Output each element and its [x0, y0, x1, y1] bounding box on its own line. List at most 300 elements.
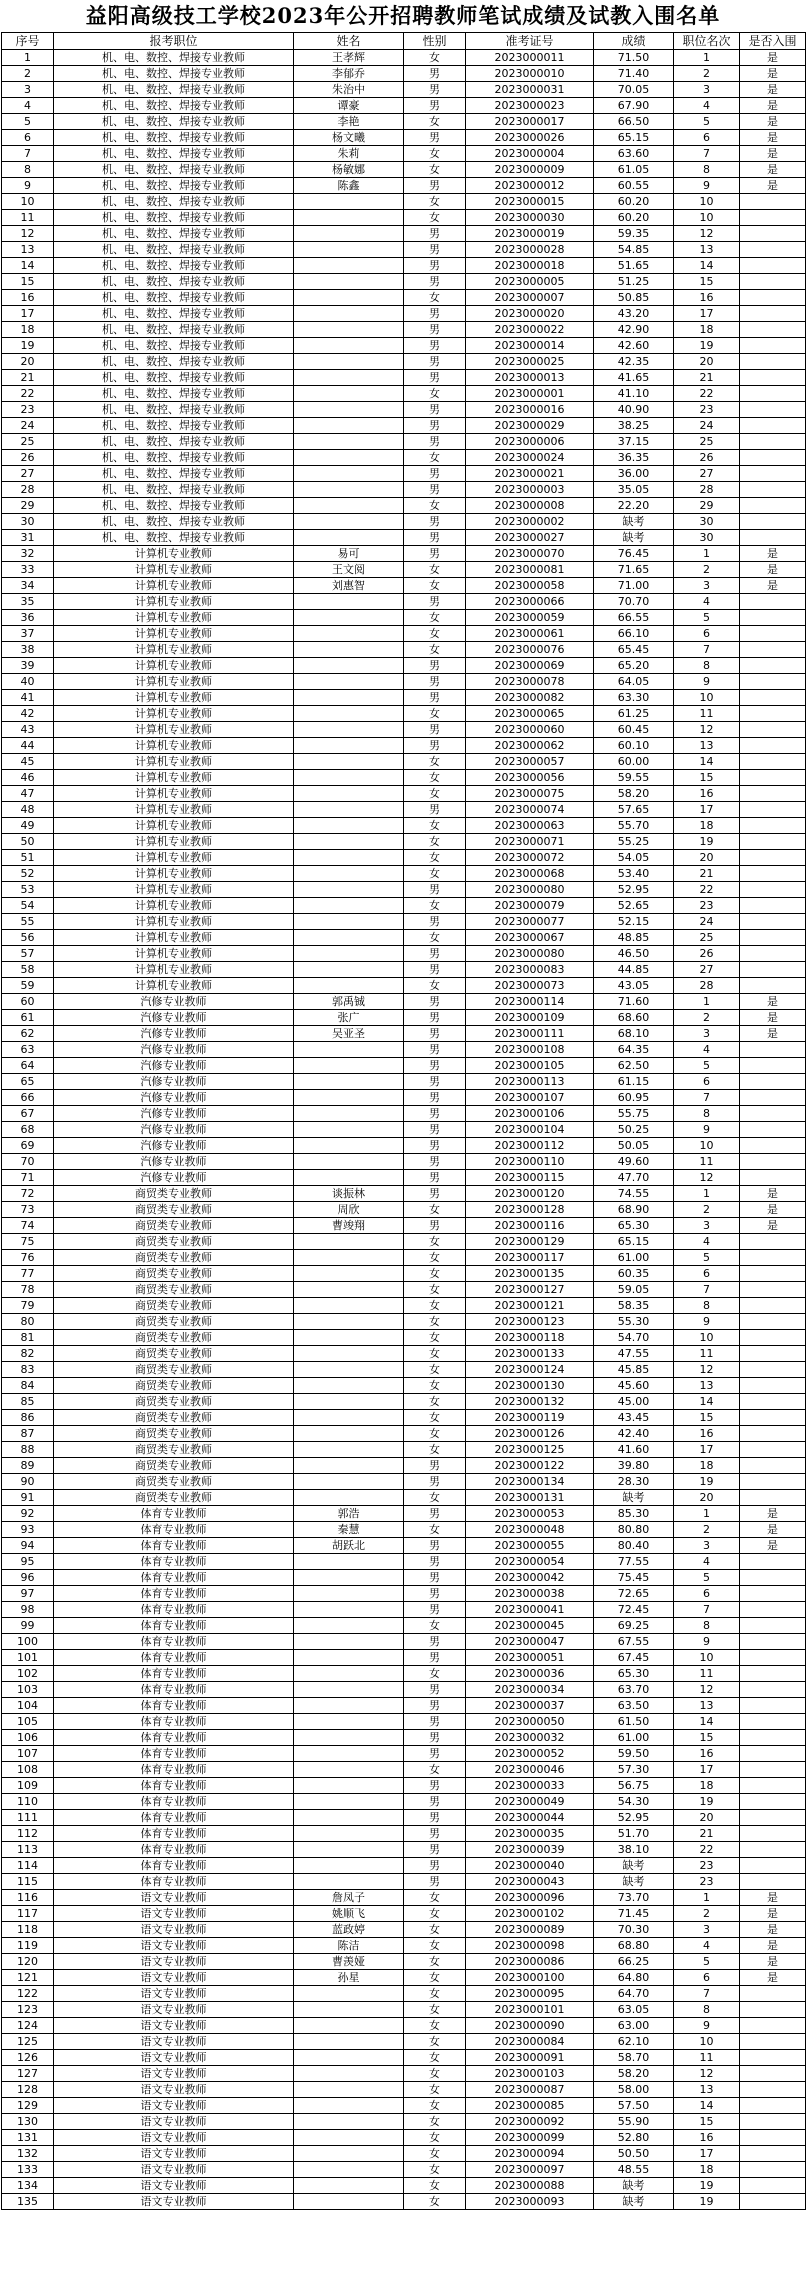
cell-name — [294, 2162, 404, 2178]
cell-shortlisted — [740, 450, 806, 466]
cell-shortlisted — [740, 482, 806, 498]
table-row — [2, 1842, 806, 1858]
cell-rank: 15 — [674, 2114, 740, 2130]
cell-rank: 10 — [674, 1330, 740, 1346]
cell-name: 易可 — [294, 546, 404, 562]
cell-gender: 男 — [404, 66, 466, 82]
cell-shortlisted: 是 — [740, 98, 806, 114]
cell-rank: 20 — [674, 850, 740, 866]
table-row — [2, 2034, 806, 2050]
table-row — [2, 1570, 806, 1586]
cell-score: 43.20 — [594, 306, 674, 322]
cell-gender: 男 — [404, 1138, 466, 1154]
header-shortlisted: 是否入围 — [740, 33, 806, 50]
cell-score: 36.00 — [594, 466, 674, 482]
table-row — [2, 1730, 806, 1746]
cell-position: 体育专业教师 — [54, 1618, 294, 1634]
cell-seq: 98 — [2, 1602, 54, 1618]
cell-rank: 13 — [674, 738, 740, 754]
cell-rank: 23 — [674, 1858, 740, 1874]
cell-seq: 56 — [2, 930, 54, 946]
cell-rank: 14 — [674, 2098, 740, 2114]
cell-shortlisted: 是 — [740, 1202, 806, 1218]
table-row — [2, 1762, 806, 1778]
cell-exam-id: 2023000049 — [466, 1794, 594, 1810]
cell-gender: 女 — [404, 898, 466, 914]
cell-seq: 15 — [2, 274, 54, 290]
cell-score: 61.25 — [594, 706, 674, 722]
cell-position: 商贸类专业教师 — [54, 1330, 294, 1346]
cell-gender: 女 — [404, 290, 466, 306]
cell-rank: 17 — [674, 306, 740, 322]
cell-exam-id: 2023000048 — [466, 1522, 594, 1538]
cell-rank: 16 — [674, 1426, 740, 1442]
cell-shortlisted — [740, 338, 806, 354]
cell-shortlisted — [740, 1170, 806, 1186]
cell-position: 商贸类专业教师 — [54, 1234, 294, 1250]
cell-exam-id: 2023000053 — [466, 1506, 594, 1522]
cell-gender: 女 — [404, 754, 466, 770]
cell-seq: 22 — [2, 386, 54, 402]
cell-seq: 134 — [2, 2178, 54, 2194]
cell-shortlisted — [740, 1474, 806, 1490]
cell-exam-id: 2023000078 — [466, 674, 594, 690]
cell-gender: 男 — [404, 1858, 466, 1874]
cell-score: 59.55 — [594, 770, 674, 786]
cell-exam-id: 2023000027 — [466, 530, 594, 546]
cell-position: 计算机专业教师 — [54, 978, 294, 994]
cell-score: 66.10 — [594, 626, 674, 642]
table-row — [2, 2162, 806, 2178]
cell-position: 商贸类专业教师 — [54, 1314, 294, 1330]
cell-rank: 18 — [674, 818, 740, 834]
cell-position: 机、电、数控、焊接专业教师 — [54, 514, 294, 530]
cell-score: 22.20 — [594, 498, 674, 514]
cell-exam-id: 2023000122 — [466, 1458, 594, 1474]
cell-score: 50.25 — [594, 1122, 674, 1138]
cell-gender: 女 — [404, 1938, 466, 1954]
cell-rank: 13 — [674, 2082, 740, 2098]
cell-name — [294, 1122, 404, 1138]
cell-gender: 男 — [404, 1746, 466, 1762]
cell-name: 陈鑫 — [294, 178, 404, 194]
table-row — [2, 1538, 806, 1554]
table-row — [2, 114, 806, 130]
cell-shortlisted — [740, 1666, 806, 1682]
cell-gender: 男 — [404, 1874, 466, 1890]
cell-score: 45.85 — [594, 1362, 674, 1378]
cell-position: 机、电、数控、焊接专业教师 — [54, 370, 294, 386]
table-row — [2, 434, 806, 450]
table-row — [2, 610, 806, 626]
cell-position: 机、电、数控、焊接专业教师 — [54, 322, 294, 338]
cell-score: 70.70 — [594, 594, 674, 610]
table-row — [2, 1698, 806, 1714]
table-row — [2, 290, 806, 306]
table-row — [2, 306, 806, 322]
cell-exam-id: 2023000093 — [466, 2194, 594, 2210]
cell-shortlisted — [740, 674, 806, 690]
cell-name: 周欣 — [294, 1202, 404, 1218]
cell-shortlisted — [740, 1986, 806, 2002]
cell-score: 50.05 — [594, 1138, 674, 1154]
cell-exam-id: 2023000024 — [466, 450, 594, 466]
cell-rank: 12 — [674, 722, 740, 738]
cell-shortlisted — [740, 386, 806, 402]
cell-rank: 7 — [674, 146, 740, 162]
cell-position: 机、电、数控、焊接专业教师 — [54, 386, 294, 402]
cell-exam-id: 2023000084 — [466, 2034, 594, 2050]
cell-seq: 102 — [2, 1666, 54, 1682]
cell-shortlisted — [740, 2066, 806, 2082]
cell-exam-id: 2023000115 — [466, 1170, 594, 1186]
cell-seq: 54 — [2, 898, 54, 914]
cell-seq: 110 — [2, 1794, 54, 1810]
cell-score: 43.45 — [594, 1410, 674, 1426]
cell-rank: 17 — [674, 1762, 740, 1778]
cell-position: 机、电、数控、焊接专业教师 — [54, 226, 294, 242]
cell-shortlisted — [740, 1794, 806, 1810]
cell-gender: 男 — [404, 1106, 466, 1122]
cell-name: 杨敏娜 — [294, 162, 404, 178]
cell-seq: 100 — [2, 1634, 54, 1650]
cell-position: 商贸类专业教师 — [54, 1250, 294, 1266]
cell-shortlisted — [740, 1394, 806, 1410]
cell-score: 71.40 — [594, 66, 674, 82]
cell-position: 机、电、数控、焊接专业教师 — [54, 82, 294, 98]
cell-seq: 28 — [2, 482, 54, 498]
cell-seq: 105 — [2, 1714, 54, 1730]
cell-gender: 男 — [404, 1074, 466, 1090]
cell-seq: 115 — [2, 1874, 54, 1890]
cell-exam-id: 2023000118 — [466, 1330, 594, 1346]
cell-gender: 女 — [404, 1922, 466, 1938]
cell-shortlisted — [740, 1266, 806, 1282]
cell-gender: 女 — [404, 1202, 466, 1218]
cell-name — [294, 1058, 404, 1074]
cell-shortlisted — [740, 1042, 806, 1058]
cell-score: 75.45 — [594, 1570, 674, 1586]
table-row — [2, 1522, 806, 1538]
table-row — [2, 322, 806, 338]
cell-rank: 22 — [674, 882, 740, 898]
cell-name — [294, 1842, 404, 1858]
cell-shortlisted — [740, 1298, 806, 1314]
cell-shortlisted — [740, 1490, 806, 1506]
cell-shortlisted — [740, 1618, 806, 1634]
cell-exam-id: 2023000101 — [466, 2002, 594, 2018]
cell-position: 体育专业教师 — [54, 1538, 294, 1554]
cell-gender: 女 — [404, 1314, 466, 1330]
cell-rank: 11 — [674, 1154, 740, 1170]
cell-name — [294, 1362, 404, 1378]
cell-exam-id: 2023000051 — [466, 1650, 594, 1666]
cell-gender: 男 — [404, 1682, 466, 1698]
cell-seq: 85 — [2, 1394, 54, 1410]
cell-gender: 男 — [404, 82, 466, 98]
cell-gender: 女 — [404, 2178, 466, 2194]
cell-exam-id: 2023000091 — [466, 2050, 594, 2066]
cell-gender: 男 — [404, 1458, 466, 1474]
cell-shortlisted — [740, 466, 806, 482]
cell-shortlisted — [740, 498, 806, 514]
cell-rank: 7 — [674, 642, 740, 658]
cell-seq: 31 — [2, 530, 54, 546]
table-row — [2, 1586, 806, 1602]
cell-score: 55.25 — [594, 834, 674, 850]
cell-score: 55.75 — [594, 1106, 674, 1122]
table-row — [2, 1746, 806, 1762]
cell-name: 郭浩 — [294, 1506, 404, 1522]
cell-position: 汽修专业教师 — [54, 1170, 294, 1186]
cell-seq: 39 — [2, 658, 54, 674]
cell-exam-id: 2023000095 — [466, 1986, 594, 2002]
cell-shortlisted — [740, 786, 806, 802]
cell-exam-id: 2023000071 — [466, 834, 594, 850]
table-row — [2, 2098, 806, 2114]
cell-name: 詹凤子 — [294, 1890, 404, 1906]
cell-score: 52.15 — [594, 914, 674, 930]
cell-exam-id: 2023000032 — [466, 1730, 594, 1746]
cell-score: 50.50 — [594, 2146, 674, 2162]
cell-position: 计算机专业教师 — [54, 610, 294, 626]
cell-name — [294, 1410, 404, 1426]
cell-seq: 52 — [2, 866, 54, 882]
cell-exam-id: 2023000080 — [466, 946, 594, 962]
cell-score: 42.35 — [594, 354, 674, 370]
cell-rank: 9 — [674, 1122, 740, 1138]
cell-seq: 117 — [2, 1906, 54, 1922]
cell-shortlisted — [740, 1730, 806, 1746]
table-row — [2, 1202, 806, 1218]
cell-position: 语文专业教师 — [54, 2146, 294, 2162]
cell-shortlisted: 是 — [740, 1010, 806, 1026]
cell-rank: 20 — [674, 1810, 740, 1826]
cell-seq: 41 — [2, 690, 54, 706]
cell-shortlisted — [740, 1378, 806, 1394]
cell-name — [294, 354, 404, 370]
cell-exam-id: 2023000037 — [466, 1698, 594, 1714]
cell-position: 语文专业教师 — [54, 2178, 294, 2194]
cell-seq: 116 — [2, 1890, 54, 1906]
table-row — [2, 978, 806, 994]
table-row — [2, 1666, 806, 1682]
cell-shortlisted: 是 — [740, 82, 806, 98]
cell-score: 55.70 — [594, 818, 674, 834]
cell-rank: 20 — [674, 354, 740, 370]
cell-name — [294, 1634, 404, 1650]
cell-gender: 男 — [404, 1010, 466, 1026]
cell-name — [294, 754, 404, 770]
cell-rank: 27 — [674, 466, 740, 482]
cell-score: 60.35 — [594, 1266, 674, 1282]
cell-gender: 男 — [404, 882, 466, 898]
cell-rank: 8 — [674, 1106, 740, 1122]
table-row — [2, 450, 806, 466]
table-row — [2, 258, 806, 274]
table-row — [2, 1042, 806, 1058]
cell-position: 商贸类专业教师 — [54, 1458, 294, 1474]
cell-score: 85.30 — [594, 1506, 674, 1522]
cell-name — [294, 1266, 404, 1282]
table-row — [2, 658, 806, 674]
cell-shortlisted: 是 — [740, 578, 806, 594]
cell-position: 计算机专业教师 — [54, 738, 294, 754]
cell-rank: 15 — [674, 274, 740, 290]
cell-position: 语文专业教师 — [54, 1986, 294, 2002]
cell-shortlisted: 是 — [740, 130, 806, 146]
cell-seq: 29 — [2, 498, 54, 514]
cell-position: 机、电、数控、焊接专业教师 — [54, 130, 294, 146]
cell-name — [294, 1138, 404, 1154]
cell-exam-id: 2023000090 — [466, 2018, 594, 2034]
cell-name — [294, 866, 404, 882]
cell-gender: 女 — [404, 1954, 466, 1970]
cell-position: 语文专业教师 — [54, 2050, 294, 2066]
table-row — [2, 1554, 806, 1570]
cell-seq: 88 — [2, 1442, 54, 1458]
cell-name — [294, 2050, 404, 2066]
cell-name: 曹羡娅 — [294, 1954, 404, 1970]
table-row — [2, 834, 806, 850]
cell-exam-id: 2023000094 — [466, 2146, 594, 2162]
cell-rank: 9 — [674, 2018, 740, 2034]
cell-exam-id: 2023000020 — [466, 306, 594, 322]
cell-exam-id: 2023000121 — [466, 1298, 594, 1314]
cell-gender: 男 — [404, 546, 466, 562]
cell-seq: 78 — [2, 1282, 54, 1298]
cell-shortlisted — [740, 866, 806, 882]
cell-gender: 女 — [404, 1442, 466, 1458]
cell-position: 语文专业教师 — [54, 1906, 294, 1922]
cell-exam-id: 2023000105 — [466, 1058, 594, 1074]
cell-shortlisted — [740, 2034, 806, 2050]
cell-rank: 1 — [674, 1186, 740, 1202]
cell-rank: 22 — [674, 1842, 740, 1858]
cell-seq: 83 — [2, 1362, 54, 1378]
cell-rank: 16 — [674, 2130, 740, 2146]
cell-exam-id: 2023000070 — [466, 546, 594, 562]
cell-score: 42.40 — [594, 1426, 674, 1442]
table-row — [2, 418, 806, 434]
cell-score: 64.05 — [594, 674, 674, 690]
cell-exam-id: 2023000062 — [466, 738, 594, 754]
cell-seq: 57 — [2, 946, 54, 962]
cell-rank: 4 — [674, 1554, 740, 1570]
cell-exam-id: 2023000102 — [466, 1906, 594, 1922]
cell-name — [294, 914, 404, 930]
cell-gender: 男 — [404, 1218, 466, 1234]
cell-shortlisted — [740, 1874, 806, 1890]
cell-shortlisted: 是 — [740, 162, 806, 178]
cell-position: 机、电、数控、焊接专业教师 — [54, 450, 294, 466]
cell-seq: 112 — [2, 1826, 54, 1842]
cell-gender: 女 — [404, 1362, 466, 1378]
cell-seq: 50 — [2, 834, 54, 850]
cell-shortlisted — [740, 962, 806, 978]
cell-rank: 8 — [674, 1618, 740, 1634]
table-row — [2, 1266, 806, 1282]
cell-shortlisted — [740, 2018, 806, 2034]
cell-shortlisted: 是 — [740, 1938, 806, 1954]
cell-score: 61.00 — [594, 1250, 674, 1266]
cell-position: 体育专业教师 — [54, 1842, 294, 1858]
cell-seq: 79 — [2, 1298, 54, 1314]
cell-exam-id: 2023000028 — [466, 242, 594, 258]
cell-seq: 132 — [2, 2146, 54, 2162]
cell-rank: 3 — [674, 82, 740, 98]
cell-shortlisted — [740, 1810, 806, 1826]
cell-seq: 80 — [2, 1314, 54, 1330]
cell-seq: 64 — [2, 1058, 54, 1074]
cell-name — [294, 1714, 404, 1730]
cell-position: 计算机专业教师 — [54, 578, 294, 594]
cell-score: 69.25 — [594, 1618, 674, 1634]
cell-name — [294, 370, 404, 386]
cell-seq: 129 — [2, 2098, 54, 2114]
cell-name — [294, 1170, 404, 1186]
cell-gender: 男 — [404, 802, 466, 818]
cell-seq: 13 — [2, 242, 54, 258]
table-row — [2, 2082, 806, 2098]
cell-score: 48.55 — [594, 2162, 674, 2178]
cell-score: 缺考 — [594, 1490, 674, 1506]
cell-name — [294, 1570, 404, 1586]
table-row — [2, 1970, 806, 1986]
cell-shortlisted — [740, 2082, 806, 2098]
cell-shortlisted: 是 — [740, 994, 806, 1010]
cell-gender: 女 — [404, 1490, 466, 1506]
table-row — [2, 1810, 806, 1826]
cell-position: 汽修专业教师 — [54, 1042, 294, 1058]
cell-seq: 119 — [2, 1938, 54, 1954]
cell-exam-id: 2023000100 — [466, 1970, 594, 1986]
cell-position: 商贸类专业教师 — [54, 1394, 294, 1410]
cell-exam-id: 2023000123 — [466, 1314, 594, 1330]
cell-name — [294, 898, 404, 914]
cell-name: 张广 — [294, 1010, 404, 1026]
cell-rank: 21 — [674, 866, 740, 882]
cell-score: 42.90 — [594, 322, 674, 338]
cell-seq: 23 — [2, 402, 54, 418]
cell-gender: 女 — [404, 2066, 466, 2082]
cell-seq: 69 — [2, 1138, 54, 1154]
cell-score: 50.85 — [594, 290, 674, 306]
cell-gender: 男 — [404, 258, 466, 274]
table-header — [2, 33, 806, 50]
table-row — [2, 1026, 806, 1042]
cell-exam-id: 2023000018 — [466, 258, 594, 274]
cell-shortlisted — [740, 1570, 806, 1586]
cell-score: 48.85 — [594, 930, 674, 946]
table-row — [2, 386, 806, 402]
cell-position: 计算机专业教师 — [54, 674, 294, 690]
cell-seq: 120 — [2, 1954, 54, 1970]
table-row — [2, 1442, 806, 1458]
table-row — [2, 1490, 806, 1506]
cell-shortlisted — [740, 1682, 806, 1698]
cell-seq: 67 — [2, 1106, 54, 1122]
cell-gender: 女 — [404, 2130, 466, 2146]
cell-shortlisted: 是 — [740, 1026, 806, 1042]
cell-gender: 男 — [404, 1698, 466, 1714]
cell-seq: 19 — [2, 338, 54, 354]
cell-seq: 44 — [2, 738, 54, 754]
cell-score: 54.70 — [594, 1330, 674, 1346]
cell-shortlisted — [740, 2002, 806, 2018]
cell-shortlisted — [740, 1122, 806, 1138]
cell-gender: 女 — [404, 1522, 466, 1538]
